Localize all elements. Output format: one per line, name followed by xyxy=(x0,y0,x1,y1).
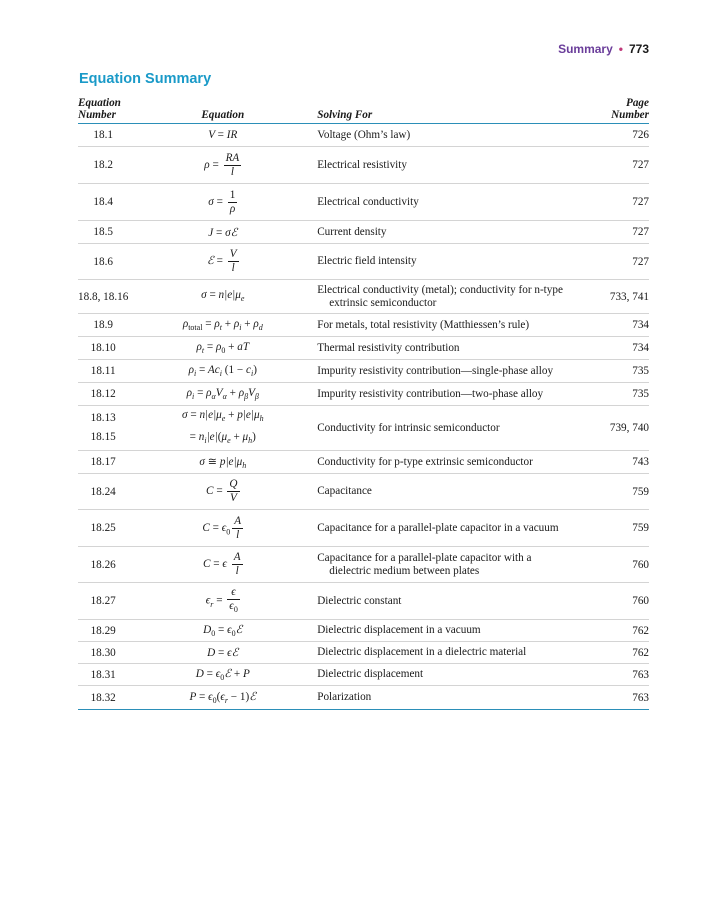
solving-for: Dielectric constant xyxy=(317,583,599,620)
table-row xyxy=(78,314,649,337)
solving-for: Polarization xyxy=(317,686,599,710)
equation-formula: $\rho_{total} = \rho_t + \rho_i + \rho_d$ xyxy=(128,314,317,337)
table-row xyxy=(78,244,649,280)
equation-formula: $\rho_i = \rho_\alpha V_\alpha + \rho_\beta V_\beta$ xyxy=(128,383,317,406)
equation-formula: σ ≅ $p|e|\mu_h$ xyxy=(128,451,317,474)
solving-for: Dielectric displacement in a dielectric material xyxy=(317,642,599,664)
solving-for: Conductivity for intrinsic semiconductor xyxy=(317,406,599,451)
equation-number: 18.2 xyxy=(78,147,128,184)
equation-formula: $\rho_t = \rho_0$ + aT xyxy=(128,337,317,360)
equation-number: 18.27 xyxy=(78,583,128,620)
equation-number: 18.24 xyxy=(78,474,128,510)
equation-number: 18.5 xyxy=(78,221,128,244)
page-ref: 760 xyxy=(599,547,649,583)
equation-formula: $D = \epsilon_0ℰ + P$ xyxy=(128,664,317,686)
table-row xyxy=(78,451,649,474)
equation-formula: $\sigma = n|e|\mu_e + p|e|\mu_h$ = $n_i|e|(\mu_e + \mu_h)$ xyxy=(128,406,317,451)
solving-for: Thermal resistivity contribution xyxy=(317,337,599,360)
solving-for: Capacitance for a parallel-plate capacitor with a dielectric medium between plates xyxy=(317,547,599,583)
equation-formula: σ = $\frac{1}{\rho}$ xyxy=(128,184,317,221)
page-ref: 727 xyxy=(599,147,649,184)
page-ref: 759 xyxy=(599,474,649,510)
table-row xyxy=(78,474,649,510)
page-ref: 735 xyxy=(599,360,649,383)
equation-number: 18.25 xyxy=(78,510,128,547)
equation-number: 18.26 xyxy=(78,547,128,583)
table-row xyxy=(78,280,649,314)
equation-number: 18.31 xyxy=(78,664,128,686)
solving-for: Electrical conductivity (metal); conductivity for n-type extrinsic semiconductor xyxy=(317,280,599,314)
page-ref: 734 xyxy=(599,314,649,337)
solving-for: For metals, total resistivity (Matthiessen’s rule) xyxy=(317,314,599,337)
equation-formula: C = $\frac{Q}{V}$ xyxy=(128,474,317,510)
table-row xyxy=(78,147,649,184)
table-row xyxy=(78,360,649,383)
equation-formula: J = σℰ xyxy=(128,221,317,244)
table-row xyxy=(78,664,649,686)
table-row xyxy=(78,124,649,147)
equation-number: 18.11 xyxy=(78,360,128,383)
page-ref: 726 xyxy=(599,124,649,147)
page-ref: 763 xyxy=(599,686,649,710)
page-ref: 735 xyxy=(599,383,649,406)
equation-formula: ℰ = $\frac{V}{l}$ xyxy=(128,244,317,280)
equation-number: 18.9 xyxy=(78,314,128,337)
running-head xyxy=(558,42,649,56)
solving-for: Electrical conductivity xyxy=(317,184,599,221)
solving-for: Dielectric displacement in a vacuum xyxy=(317,620,599,642)
equation-formula: $C = \epsilon_0$ $\frac{A}{l}$ xyxy=(128,510,317,547)
solving-for: Electric field intensity xyxy=(317,244,599,280)
table-row xyxy=(78,184,649,221)
page-ref: 727 xyxy=(599,244,649,280)
running-head-section: Summary xyxy=(558,42,613,56)
page-ref: 762 xyxy=(599,620,649,642)
equation-number: 18.29 xyxy=(78,620,128,642)
solving-for: Capacitance xyxy=(317,474,599,510)
solving-for: Impurity resistivity contribution—single-phase alloy xyxy=(317,360,599,383)
equation-formula: V = IR xyxy=(128,124,317,147)
equation-number: 18.17 xyxy=(78,451,128,474)
page-number: 773 xyxy=(628,42,649,56)
equation-number: 18.10 xyxy=(78,337,128,360)
equation-number: 18.32 xyxy=(78,686,128,710)
equation-formula: C = ϵ $\frac{A}{l}$ xyxy=(128,547,317,583)
page-ref: 734 xyxy=(599,337,649,360)
page-ref: 760 xyxy=(599,583,649,620)
page-title: Equation Summary xyxy=(79,71,212,87)
equation-formula: $\sigma = n|e|\mu_e$ xyxy=(128,280,317,314)
solving-for: Capacitance for a parallel-plate capacitor in a vacuum xyxy=(317,510,599,547)
solving-for: Current density xyxy=(317,221,599,244)
table-row xyxy=(78,221,649,244)
equation-formula: $\rho_i = Ac_i$ $(1 - c_i)$ xyxy=(128,360,317,383)
solving-for: Impurity resistivity contribution—two-phase alloy xyxy=(317,383,599,406)
header-equation-number: Equation Number xyxy=(78,96,128,124)
table-row xyxy=(78,547,649,583)
header-equation: Equation xyxy=(128,96,317,124)
equation-number: 18.8, 18.16 xyxy=(78,280,128,314)
equation-formula: ρ = $\frac{RA}{l}$ xyxy=(128,147,317,184)
page-ref: 759 xyxy=(599,510,649,547)
header-solving-for: Solving For xyxy=(317,96,599,124)
table-header-row xyxy=(78,96,649,124)
page-ref: 727 xyxy=(599,184,649,221)
equation-number: 18.1 xyxy=(78,124,128,147)
equation-number: 18.6 xyxy=(78,244,128,280)
equation-formula: D = ϵℰ xyxy=(128,642,317,664)
header-page-number: Page Number xyxy=(599,96,649,124)
equation-formula: $\epsilon_r$ = $\frac{\epsilon}{\epsilon_0}$ xyxy=(128,583,317,620)
table-row xyxy=(78,383,649,406)
solving-for: Dielectric displacement xyxy=(317,664,599,686)
equation-number: 18.12 xyxy=(78,383,128,406)
running-head-separator: • xyxy=(618,42,623,56)
table-row xyxy=(78,583,649,620)
equation-formula: $P = \epsilon_0(\epsilon_r$ − 1)ℰ xyxy=(128,686,317,710)
table-row xyxy=(78,337,649,360)
equation-formula: $D_0$ = $\epsilon_0ℰ$ xyxy=(128,620,317,642)
equation-number: 18.4 xyxy=(78,184,128,221)
page-ref: 743 xyxy=(599,451,649,474)
page-ref: 733, 741 xyxy=(599,280,649,314)
solving-for: Conductivity for p-type extrinsic semiconductor xyxy=(317,451,599,474)
solving-for: Electrical resistivity xyxy=(317,147,599,184)
table-row xyxy=(78,686,649,710)
page-ref: 727 xyxy=(599,221,649,244)
equation-number: 18.13 18.15 xyxy=(78,406,128,451)
equation-table xyxy=(78,96,649,710)
table-row xyxy=(78,642,649,664)
table-row xyxy=(78,406,649,451)
table-row xyxy=(78,510,649,547)
page-ref: 762 xyxy=(599,642,649,664)
table-row xyxy=(78,620,649,642)
equation-number: 18.30 xyxy=(78,642,128,664)
page-ref: 739, 740 xyxy=(599,406,649,451)
solving-for: Voltage (Ohm’s law) xyxy=(317,124,599,147)
page-ref: 763 xyxy=(599,664,649,686)
